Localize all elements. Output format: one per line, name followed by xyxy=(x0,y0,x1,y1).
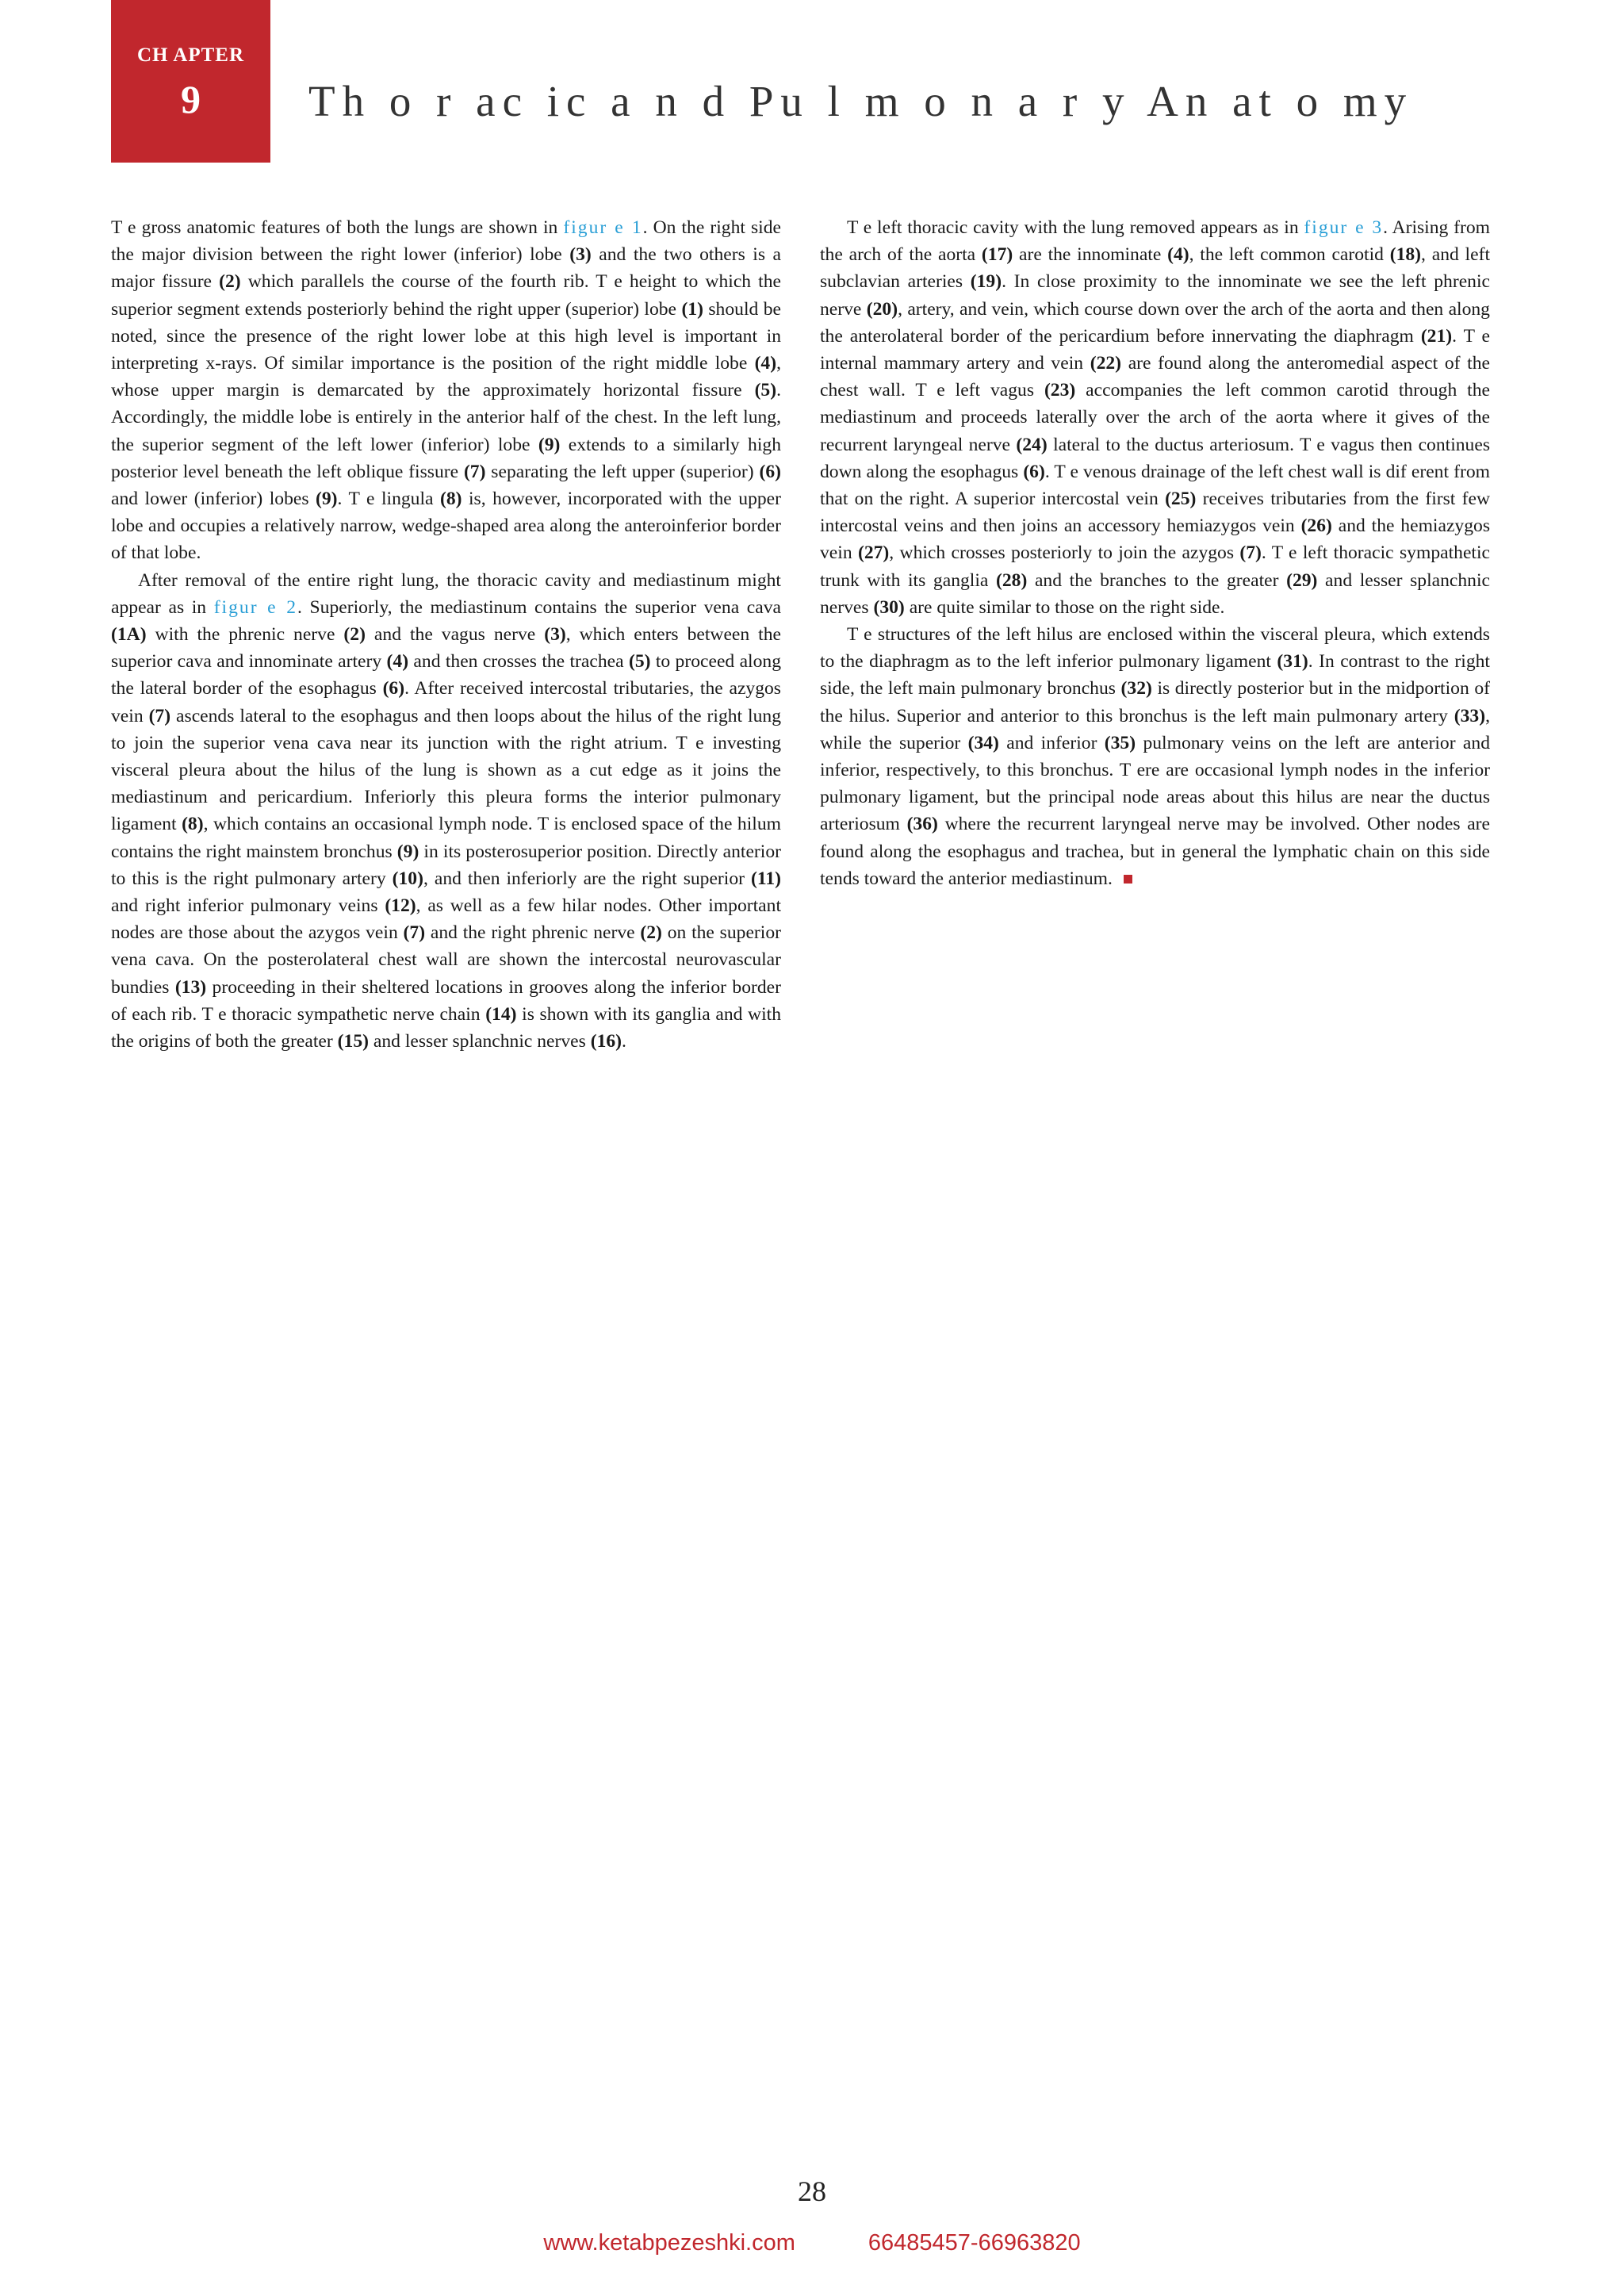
paragraph-text: and then crosses the trachea xyxy=(408,651,629,673)
structure-ref-number: (4) xyxy=(1167,244,1189,266)
paragraph-text: , which contains an occasional lymph node. T is enclosed space of the hilum contains the right mainstem bronchus xyxy=(111,814,781,862)
structure-ref-number: (34) xyxy=(967,732,999,753)
structure-ref-number: (7) xyxy=(463,461,486,482)
paragraph-text: and the hemiazygos vein xyxy=(820,516,1491,564)
text-column-left xyxy=(111,214,781,1055)
paragraph-text: and the vagus nerve xyxy=(365,624,545,646)
paragraph-text: and inferior xyxy=(998,732,1105,753)
paragraph-text: , while the superior xyxy=(820,705,1490,753)
paragraph-text: and lesser splanchnic nerves xyxy=(368,1031,591,1052)
paragraph-text: . Superiorly, the mediastinum contains the superior vena cava xyxy=(297,596,781,618)
paragraph-text: . On the right side the major division between the right lower (inferior) lobe xyxy=(111,217,781,266)
paragraph-text: , and left subclavian arteries xyxy=(820,244,1490,293)
structure-ref-number: (31) xyxy=(1277,651,1308,673)
structure-ref-number: (17) xyxy=(981,244,1013,266)
paragraph-text: receives tributaries from the first few intercostal veins and then joins an accessory hemiazygos vein xyxy=(820,489,1490,537)
body-paragraph xyxy=(820,214,1490,621)
paragraph-text: in its posterosuperior position. Directly anterior to this is the right pulmonary artery xyxy=(111,841,781,889)
structure-ref-number: (13) xyxy=(174,976,207,998)
structure-ref-number: (8) xyxy=(439,489,462,510)
paragraph-text: where the recurrent laryngeal nerve may be involved. Other nodes are found along the esophagus and trachea, but in general the lymphatic chain on this side tends toward the anterior mediastinum. xyxy=(820,814,1490,889)
figure-reference-link[interactable]: figur e 3 xyxy=(1304,217,1384,238)
paragraph-text: and the right phrenic nerve xyxy=(425,922,641,944)
paragraph-text: . T e left thoracic sympathetic trunk with its ganglia xyxy=(820,542,1490,591)
paragraph-text: T e structures of the left hilus are enclosed within the visceral pleura, which extends to the diaphragm as to the left inferior pulmonary ligament xyxy=(820,624,1490,673)
paragraph-text: , which enters between the superior cava and innominate artery xyxy=(111,624,782,673)
paragraph-text: . After received intercostal tributaries, the azygos vein xyxy=(111,678,781,726)
structure-ref-number: (9) xyxy=(316,489,338,510)
structure-ref-number: (24) xyxy=(1016,434,1048,455)
structure-ref-number: (5) xyxy=(628,651,651,673)
footer-phone: 66485457-66963820 xyxy=(868,2230,1081,2256)
paragraph-text: . T e venous drainage of the left chest wall is dif erent from that on the right. A superior intercostal vein xyxy=(820,461,1490,510)
structure-ref-number: (21) xyxy=(1420,325,1453,347)
paragraph-text: proceeding in their sheltered locations in grooves along the inferior border of each rib. T e thoracic sympathetic nerve chain xyxy=(111,976,781,1025)
paragraph-text: on the superior vena cava. On the posterolateral chest wall are shown the intercostal neurovascular bundies xyxy=(111,922,781,998)
paragraph-text: After removal of the entire right lung, the thoracic cavity and mediastinum might appear as in xyxy=(111,569,781,618)
structure-ref-number: (12) xyxy=(385,895,416,917)
structure-ref-number: (9) xyxy=(538,434,561,455)
paragraph-text: are the innominate xyxy=(1013,244,1168,266)
structure-ref-number: (29) xyxy=(1286,569,1318,591)
body-paragraph xyxy=(820,621,1490,892)
paragraph-text: and right inferior pulmonary veins xyxy=(111,895,385,917)
paragraph-text: , and then inferiorly are the right superior xyxy=(423,868,751,889)
structure-ref-number: (19) xyxy=(970,271,1002,293)
paragraph-text: pulmonary veins on the left are anterior and inferior, respectively, to this bronchus. T ere are occasional lymph nodes in the inferior pulmonary ligament, but the principal node areas about this hilus are near the ductus arteriosum xyxy=(820,732,1490,835)
page-number: 28 xyxy=(798,2175,826,2207)
paragraph-text: are found along the anteromedial aspect of the chest wall. T e left vagus xyxy=(820,353,1490,401)
paragraph-text: and lesser splanchnic nerves xyxy=(820,569,1490,618)
structure-ref-number: (26) xyxy=(1300,516,1332,537)
structure-ref-number: (11) xyxy=(750,868,781,889)
structure-ref-number: (30) xyxy=(873,596,905,618)
structure-ref-number: (15) xyxy=(337,1031,369,1052)
structure-ref-number: (7) xyxy=(403,922,426,944)
paragraph-text: with the phrenic nerve xyxy=(146,624,344,646)
paragraph-text: should be noted, since the presence of the right lower lobe at this high level is important in interpreting x-rays. Of similar importance is the position of the right middle lobe xyxy=(111,298,781,374)
structure-ref-number: (5) xyxy=(754,380,777,401)
paragraph-text: . Accordingly, the middle lobe is entirely in the anterior half of the chest. In the left lung, the superior segment of the left lower (inferior) lobe xyxy=(111,380,781,455)
paragraph-text: T e gross anatomic features of both the lungs are shown in xyxy=(111,217,564,238)
paragraph-text: is shown with its ganglia and with the origins of both the greater xyxy=(111,1003,782,1052)
paragraph-text: , which crosses posteriorly to join the azygos xyxy=(889,542,1240,564)
structure-ref-number: (32) xyxy=(1120,678,1152,700)
structure-ref-number: (35) xyxy=(1104,732,1136,753)
structure-ref-number: (20) xyxy=(866,298,898,320)
figure-reference-link[interactable]: figur e 2 xyxy=(213,596,298,618)
structure-ref-number: (6) xyxy=(759,461,782,482)
structure-ref-number: (4) xyxy=(754,353,777,374)
end-of-article-square-icon xyxy=(1124,875,1132,884)
paragraph-text: , the left common carotid xyxy=(1189,244,1390,266)
paragraph-text: is, however, incorporated with the upper lobe and occupies a relatively narrow, wedge-shaped area along the anteroinferior border of that lobe. xyxy=(111,489,781,564)
paragraph-text: . xyxy=(622,1031,626,1052)
structure-ref-number: (28) xyxy=(996,569,1028,591)
paragraph-text: to proceed along the lateral border of the esophagus xyxy=(111,651,781,700)
structure-ref-number: (2) xyxy=(343,624,366,646)
structure-ref-number: (22) xyxy=(1090,353,1122,374)
structure-ref-number: (6) xyxy=(382,678,405,700)
text-column-right xyxy=(820,214,1490,892)
structure-ref-number: (8) xyxy=(182,814,204,835)
paragraph-text: . In contrast to the right side, the left main pulmonary bronchus xyxy=(820,651,1490,700)
structure-ref-number: (33) xyxy=(1454,705,1486,726)
paragraph-text: and lower (inferior) lobes xyxy=(111,489,316,510)
structure-ref-number: (1) xyxy=(681,298,703,320)
structure-ref-number: (4) xyxy=(386,651,409,673)
paragraph-text: accompanies the left common carotid through the mediastinum and proceeds laterally over the arch of the aorta where it gives of the recurrent laryngeal nerve xyxy=(820,380,1490,455)
paragraph-text: lateral to the ductus arteriosum. T e vagus then continues down along the esophagus xyxy=(820,434,1490,482)
chapter-title: Th o r ac ic a n d Pu l m o n a r y An at o my xyxy=(308,77,1414,125)
structure-ref-number: (2) xyxy=(640,922,662,944)
body-paragraph xyxy=(111,567,781,1056)
figure-reference-link[interactable]: figur e 1 xyxy=(563,217,643,238)
structure-ref-number: (23) xyxy=(1044,380,1076,401)
structure-ref-number: (27) xyxy=(857,542,890,564)
paragraph-text: . In close proximity to the innominate we see the left phrenic nerve xyxy=(820,271,1490,320)
paragraph-text: , whose upper margin is demarcated by the approximately horizontal fissure xyxy=(111,353,781,401)
structure-ref-number: (6) xyxy=(1023,461,1045,482)
structure-ref-number: (9) xyxy=(396,841,419,862)
paragraph-text: and the two others is a major fissure xyxy=(111,244,781,293)
paragraph-text: . Arising from the arch of the aorta xyxy=(820,217,1490,266)
structure-ref-number: (1A) xyxy=(111,624,147,646)
chapter-badge xyxy=(111,0,270,163)
structure-ref-number: (14) xyxy=(485,1003,517,1025)
footer-website-link[interactable]: www.ketabpezeshki.com xyxy=(543,2230,795,2256)
chapter-label: CH APTER xyxy=(136,44,245,66)
structure-ref-number: (7) xyxy=(148,705,171,726)
paragraph-text: , as well as a few hilar nodes. Other important nodes are those about the azygos vein xyxy=(111,895,782,944)
paragraph-text: ascends lateral to the esophagus and then loops about the hilus of the right lung to join the superior vena cava near its junction with the right atrium. T e investing visceral pleura about the hilus of the lung is shown as a cut edge as it joins the mediastinum and pericardium. Inferiorly this pleura forms the interior pulmonary ligament xyxy=(111,705,781,835)
paragraph-text: T e left thoracic cavity with the lung removed appears as in xyxy=(847,217,1304,238)
structure-ref-number: (10) xyxy=(392,868,423,889)
paragraph-text: extends to a similarly high posterior level beneath the left oblique fissure xyxy=(111,434,781,482)
paragraph-text: which parallels the course of the fourth rib. T e height to which the superior segment extends posteriorly behind the right upper (superior) lobe xyxy=(111,271,782,320)
paragraph-text: , artery, and vein, which course down over the arch of the aorta and then along the anterolateral border of the pericardium before innervating the diaphragm xyxy=(820,298,1490,347)
body-paragraph xyxy=(111,214,781,567)
structure-ref-number: (25) xyxy=(1165,489,1197,510)
structure-ref-number: (3) xyxy=(569,244,592,266)
paragraph-text: separating the left upper (superior) xyxy=(485,461,760,482)
structure-ref-number: (36) xyxy=(906,814,938,835)
paragraph-text: . T e lingula xyxy=(337,489,440,510)
chapter-number: 9 xyxy=(181,77,201,121)
paragraph-text: . T e internal mammary artery and vein xyxy=(820,325,1491,374)
paragraph-text: is directly posterior but in the midportion of the hilus. Superior and anterior to this bronchus is the left main pulmonary artery xyxy=(820,678,1490,726)
structure-ref-number: (7) xyxy=(1239,542,1262,564)
structure-ref-number: (3) xyxy=(544,624,566,646)
footer xyxy=(0,2230,1624,2256)
paragraph-text: and the branches to the greater xyxy=(1027,569,1287,591)
structure-ref-number: (16) xyxy=(590,1031,622,1052)
structure-ref-number: (2) xyxy=(219,271,241,293)
paragraph-text: are quite similar to those on the right side. xyxy=(904,596,1225,618)
structure-ref-number: (18) xyxy=(1389,244,1422,266)
